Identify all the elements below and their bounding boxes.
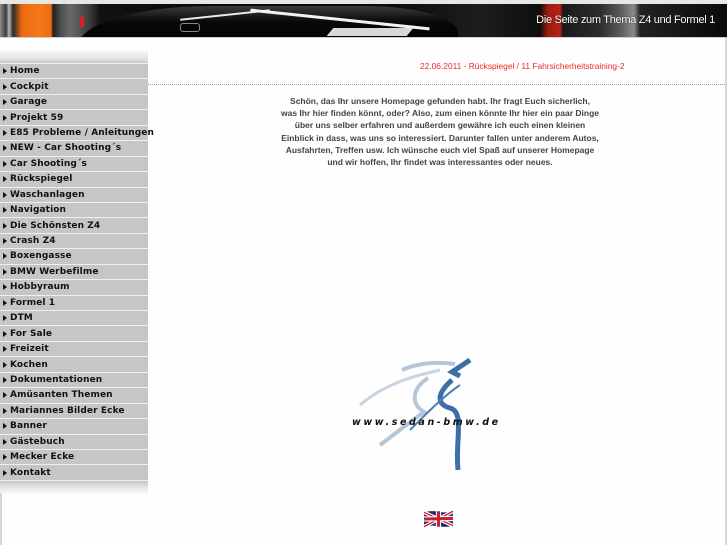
sidebar-item-banner[interactable]: [0, 418, 148, 433]
sidebar-item-kontakt[interactable]: [0, 464, 148, 479]
triangle-right-icon: [3, 284, 7, 290]
sidebar-item-boxengasse[interactable]: [0, 248, 148, 263]
sidebar-item-label: Rückspiegel: [10, 174, 73, 185]
sidebar-item-formel-1[interactable]: [0, 295, 148, 310]
car-taillight: [80, 16, 84, 28]
sidebar-item-label: Dokumentationen: [10, 374, 103, 385]
sidebar-item-crash-z4[interactable]: [0, 233, 148, 248]
sidebar-item-label: E85 Probleme / Anleitungen: [10, 127, 155, 138]
intro-text: [262, 95, 618, 168]
sidebar-header: [0, 50, 148, 63]
triangle-right-icon: [3, 346, 7, 352]
triangle-right-icon: [3, 454, 7, 460]
triangle-right-icon: [3, 99, 7, 105]
sidebar-item-label: Kontakt: [10, 467, 51, 478]
sidebar-item-label: Navigation: [10, 205, 67, 216]
news-ticker-link[interactable]: 22.06.2011 - Rückspiegel / 11 Fahrsicherheitstraining-2: [420, 61, 625, 71]
triangle-right-icon: [3, 392, 7, 398]
header-banner: [0, 4, 727, 38]
sidebar-item-label: Die Schönsten Z4: [10, 220, 101, 231]
sidebar-item-gästebuch[interactable]: [0, 434, 148, 449]
sidebar-item-label: Banner: [10, 421, 47, 432]
sidebar-item-label: Kochen: [10, 359, 48, 370]
sidebar-item-label: Projekt 59: [10, 112, 64, 123]
triangle-right-icon: [3, 362, 7, 368]
intro-line: was Ihr hier finden könnt, oder? Also, zum einen könnte Ihr hier ein paar Dinge: [280, 108, 599, 119]
triangle-right-icon: [3, 377, 7, 383]
triangle-right-icon: [3, 238, 7, 244]
sidebar-item-mecker-ecke[interactable]: [0, 449, 148, 464]
sidebar-item-mariannes-bilder-ecke[interactable]: [0, 403, 148, 418]
sidebar-item-waschanlagen[interactable]: [0, 187, 148, 202]
sidebar-item-label: Home: [10, 66, 40, 77]
sidebar-item-amüsanten-themen[interactable]: [0, 387, 148, 402]
triangle-right-icon: [3, 300, 7, 306]
sidebar-item-label: Mecker Ecke: [10, 452, 75, 463]
sidebar-item-dokumentationen[interactable]: [0, 372, 148, 387]
sidebar-item-label: DTM: [10, 313, 33, 324]
sidebar-item-label: Mariannes Bilder Ecke: [10, 405, 125, 416]
triangle-right-icon: [3, 192, 7, 198]
intro-line: über uns selber erfahren und außerdem gewähre ich euch einen kleinen: [294, 120, 586, 131]
triangle-right-icon: [3, 331, 7, 337]
triangle-right-icon: [3, 176, 7, 182]
sidebar-item-label: Amüsanten Themen: [10, 390, 113, 401]
triangle-right-icon: [3, 315, 7, 321]
sidebar-item-cockpit[interactable]: [0, 78, 148, 93]
triangle-right-icon: [3, 84, 7, 90]
sidebar-item-freizeit[interactable]: [0, 341, 148, 356]
sidebar-item-label: Cockpit: [10, 81, 49, 92]
sidebar-item-label: Boxengasse: [10, 251, 72, 262]
sidebar-item-projekt-59[interactable]: [0, 109, 148, 124]
uk-flag-icon[interactable]: [423, 510, 454, 528]
sidebar-item-label: Formel 1: [10, 297, 56, 308]
sidebar-item-label: For Sale: [10, 328, 53, 339]
triangle-right-icon: [3, 68, 7, 74]
sidebar-item-label: Garage: [10, 97, 48, 108]
dotted-divider: [148, 84, 725, 85]
logo-swoosh-icon: [340, 350, 540, 480]
sidebar-item-home[interactable]: [0, 63, 148, 78]
sedan-bmw-logo: [340, 350, 540, 480]
sidebar-item-label: Waschanlagen: [10, 189, 85, 200]
triangle-right-icon: [3, 470, 7, 476]
sidebar-nav: [0, 50, 155, 494]
sidebar-item-rückspiegel[interactable]: [0, 171, 148, 186]
sidebar-item-bmw-werbefilme[interactable]: [0, 264, 148, 279]
sidebar-item-label: BMW Werbefilme: [10, 266, 99, 277]
sidebar-item-kochen[interactable]: [0, 356, 148, 371]
sidebar-item-label: Freizeit: [10, 344, 49, 355]
sidebar-item-hobbyraum[interactable]: [0, 279, 148, 294]
intro-line: Einblick in dass, was uns so interessiert. Darunter fallen unter anderem Autos,: [281, 132, 599, 143]
triangle-right-icon: [3, 145, 7, 151]
sidebar-item-label: Gästebuch: [10, 436, 65, 447]
triangle-right-icon: [3, 161, 7, 167]
sidebar-item-label: NEW - Car Shooting´s: [10, 143, 122, 154]
sidebar-item-e85-probleme-anleitungen[interactable]: [0, 125, 155, 140]
sidebar-item-label: Car Shooting´s: [10, 158, 87, 169]
triangle-right-icon: [3, 253, 7, 259]
sidebar-item-car-shooting-s[interactable]: [0, 156, 148, 171]
sidebar-item-die-schönsten-z4[interactable]: [0, 217, 148, 232]
triangle-right-icon: [3, 439, 7, 445]
sidebar-item-dtm[interactable]: [0, 310, 148, 325]
sidebar-item-for-sale[interactable]: [0, 325, 148, 340]
logo-url-text: www.sedan-bmw.de: [352, 417, 501, 428]
triangle-right-icon: [3, 130, 7, 136]
triangle-right-icon: [3, 408, 7, 414]
triangle-right-icon: [3, 269, 7, 275]
sidebar-item-label: Crash Z4: [10, 236, 56, 247]
sidebar-footer: [0, 480, 148, 494]
sidebar-item-navigation[interactable]: [0, 202, 148, 217]
sidebar-item-new-car-shooting-s[interactable]: [0, 140, 148, 155]
sidebar-item-garage[interactable]: [0, 94, 148, 109]
triangle-right-icon: [3, 223, 7, 229]
triangle-right-icon: [3, 207, 7, 213]
nav-list: [0, 63, 155, 480]
triangle-right-icon: [3, 115, 7, 121]
triangle-right-icon: [3, 423, 7, 429]
intro-line: Ausfahrten, Treffen usw. Ich wünsche euch viel Spaß auf unserer Homepage: [285, 144, 595, 155]
sidebar-item-label: Hobbyraum: [10, 282, 70, 293]
intro-line: Schön, das Ihr unsere Homepage gefunden habt. Ihr fragt Euch sicherlich,: [290, 96, 590, 106]
banner-title: Die Seite zum Thema Z4 und Formel 1: [536, 14, 715, 26]
intro-line: und wir hoffen, Ihr findet was interessantes oder neues.: [327, 157, 553, 168]
